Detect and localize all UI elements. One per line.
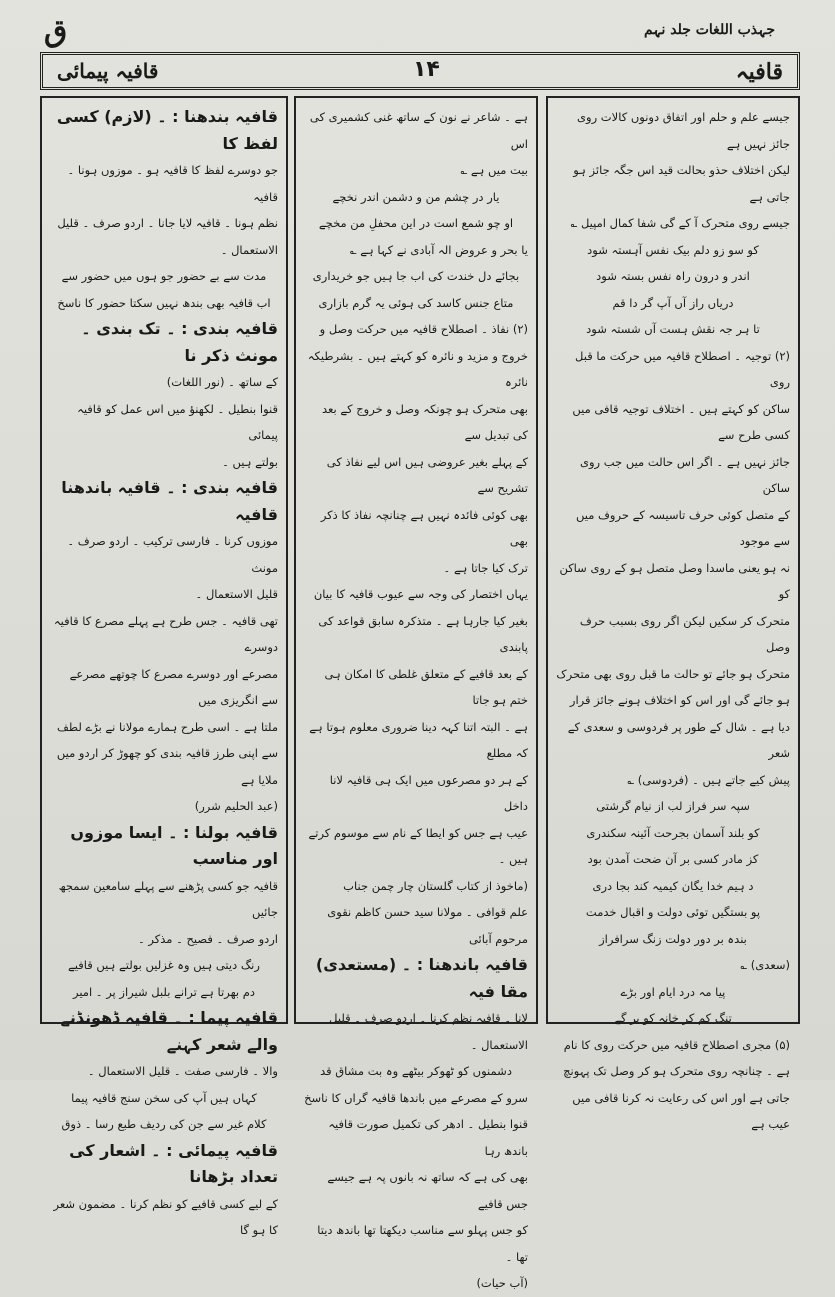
text-line: دیا ہے ۔ شال کے طور پر فردوسی و سعدی کے شعر	[567, 719, 790, 760]
verse-line: کو سو زو دلم بیک نفس آہستہ شود	[587, 242, 759, 257]
text-line: خروج و مزید و نائرہ کو کہتے ہیں ۔ بشرطیکہ نائرہ	[307, 348, 528, 389]
text-line: الاستعمال ۔	[220, 242, 278, 257]
text-line: جیسے روی متحرک آ کے گی شفا کمال امپیل ؎	[570, 216, 790, 230]
text-line: (۲) نفاذ ۔ اصطلاح قافیہ میں حرکت وصل و	[319, 322, 528, 336]
text-line: (آب حیات)	[476, 1276, 528, 1290]
column-middle	[294, 96, 538, 1290]
text-line: لانا ۔ قافیہ نظم کرنا ۔ اردو صرف ۔ قلیل الاستعمال ۔	[329, 1011, 528, 1052]
text-line: یہاں اختصار کی وجہ سے عیوب قافیہ کا بیان	[313, 587, 528, 601]
text-line: والا ۔ فارسی صفت ۔ قلیل الاستعمال ۔	[87, 1064, 278, 1078]
entry-heading: قافیہ بندی : ۔ تک بندی ۔ مونث ذکر نا	[81, 319, 278, 365]
text-line: ہے ۔ البتہ اتنا کہہ دینا ضروری معلوم ہوتا ہے کہ مطلع	[309, 719, 528, 760]
text-line: تھی قافیہ ۔ جس طرح ہے پہلے مصرع کا قافیہ دوسرے	[53, 613, 278, 654]
text-line: (سعدی) ؎	[740, 958, 790, 972]
text-line: علم قوافی ۔ مولانا سید حسن کاظم نقوی مرحوم آبائی	[327, 905, 528, 946]
entry-heading: قافیہ پیمائی : ۔ اشعار کی تعداد بڑھانا	[69, 1140, 278, 1186]
column-right	[546, 96, 800, 1131]
verse-line: دریاں راز آں آپ گر دا قم	[612, 295, 734, 310]
text-line: ہے ۔ شاعر نے نون کے ساتھ غنی کشمیری کی اس	[309, 110, 528, 151]
verse-line: پو بستگیں توئی دولت و اقبال خدمت	[585, 905, 761, 919]
verse-line: کہاں ہیں آپ کی سخن سنج قافیہ پیما	[71, 1090, 257, 1105]
text-line: عیب ہے جس کو ایطا کے نام سے موسوم کرتے ہیں ۔	[308, 825, 528, 866]
text-line: بھی کوئی فائدہ نہیں ہے چنانچہ نفاذ کا ذکر بھی	[320, 507, 528, 548]
text-line: بھی کی ہے کہ ساتھ نہ بانوں پہ ہے جیسے جس قافیے	[327, 1170, 528, 1211]
text-line: بھی متحرک ہو چونکہ وصل و خروج کے بعد کی تبدیل سے	[321, 401, 528, 442]
header-last-entry: قافیہ پیمائی	[57, 59, 159, 83]
column-left	[40, 96, 288, 1237]
text-line: جاتی ہے اور اس کی رعایت نہ کرنا قافی میں عیب ہے	[572, 1090, 790, 1131]
text-line: ساکن کو کہتے ہیں ۔ اختلاف توجیہ قافی میں کسی طرح سے	[572, 401, 790, 442]
verse-line: بندہ بر دور دولت زنگ سرافراز	[599, 931, 747, 946]
entry-heading: قافیہ بندی : ۔ قافیہ باندھنا قافیہ	[61, 478, 278, 524]
verse-line: یار در چشم من و دشمن اندر نخچے	[332, 189, 500, 204]
verse-line: دم بھرتا ہے ترانے بلبل شیراز پر ۔ امیر	[72, 984, 256, 999]
text-line: نظم ہونا ۔ قافیہ لایا جانا ۔ اردو صرف ۔ قلیل	[57, 216, 278, 230]
book-title: جہذب اللغات جلد نہم	[643, 22, 775, 38]
text-line: کے لیے کسی قافیے کو نظم کرنا ۔ مضمون شعر کا ہو گا	[53, 1196, 278, 1237]
text-line: جائز نہیں ہے ۔ اگر اس حالت میں جب روی ساکن	[580, 454, 790, 495]
verse-line: د ہیم خدا یگان کیمیہ کند بجا دری	[592, 878, 754, 893]
section-letter: ق	[44, 14, 68, 49]
verse-line: مدت سے بے حضور جو ہوں میں حضور سے	[61, 269, 267, 283]
text-line: مصرعے اور دوسرے مصرع کا چوتھے مصرعے سے انگریزی میں	[69, 666, 278, 707]
text-line: موزوں کرنا ۔ فارسی ترکیب ۔ اردو صرف ۔ مونث	[67, 534, 278, 575]
verse-line: کلام غیر سے جن کی ردیف طبع رسا ۔ ذوق	[61, 1117, 267, 1131]
text-line: ملتا ہے ۔ اسی طرح ہمارے مولانا نے بڑے لطف	[56, 719, 278, 734]
verse-line: پیا مہ درد ایام اور بڑے	[620, 984, 726, 999]
entry-heading: قافیہ بندھنا : ۔ (لازم) کسی لفظ کا	[56, 107, 278, 153]
entry-heading: قافیہ بولنا : ۔ ایسا موزوں اور مناسب	[70, 822, 278, 868]
text-line: بیت میں ہے ؎	[460, 163, 528, 177]
text-line: کے متصل کوئی حرف تاسیسہ کے حروف میں سے موجود	[575, 507, 790, 548]
text-line: نہ ہو یعنی ماسدا وصل متصل ہو کے روی ساکن کو	[559, 560, 790, 601]
verse-line: دشمنوں کو ٹھوکر بیٹھے وہ بت مشاق قد	[320, 1064, 512, 1078]
text-line: بغیر کیا جارہا ہے ۔ متذکرہ سابق قواعد کی پابندی	[318, 613, 528, 654]
text-line: (عبد الحلیم شرر)	[194, 799, 278, 813]
entry-heading: قافیہ پیما : ۔ قافیہ ڈھونڈنے والے شعر کہنے	[60, 1008, 278, 1054]
text-line: جیسے علم و حلم اور اتفاق دونوں کالات روی جائز نہیں ہے	[577, 110, 790, 151]
verse-line: متاع جنس کاسد کی ہوئی یہ گرم بازاری	[318, 295, 514, 310]
text-line: ہے ۔ چنانچہ روی متحرک ہو کر وصل تک پہونچ	[563, 1064, 790, 1078]
verse-line: او چو شمع است در این محفلِ من مخچے	[318, 216, 514, 230]
verse-line: کز مادر کسی بر آن ضحت آمدن بود	[587, 852, 759, 866]
text-line: (۲) توجیہ ۔ اصطلاح قافیہ میں حرکت ما قبل روی	[575, 348, 790, 389]
text-line: قافیہ جو کسی پڑھنے سے پہلے سامعین سمجھ جائیں	[58, 878, 278, 919]
text-line: متحرک کر سکیں لیکن اگر روی بسبب حرف وصل	[579, 613, 790, 654]
text-line: یا بحر و عروض الہ آبادی نے کہا ہے ؎	[349, 242, 528, 257]
text-line: قلیل الاستعمال ۔	[195, 587, 278, 601]
verse-line: تا ہر جہ نقش ہست آں شستہ شود	[586, 322, 760, 336]
text-line: ترک کیا جاتا ہے ۔	[443, 560, 528, 575]
verse-line: سپہ سر فراز لب از نیام گرشتی	[596, 799, 750, 813]
page-number: ۱۴	[413, 57, 440, 82]
text-line: قنوا بنطیل ۔ ادھر کی تکمیل صورت قافیہ باندھ رہا	[328, 1117, 528, 1158]
text-line: لیکن اختلاف حذو بحالت قید اس جگہ جائز ہو جاتی ہے	[573, 163, 790, 204]
text-line: کو جس پہلو سے مناسب دیکھتا تھا باندھ دیتا تھا ۔	[317, 1223, 528, 1264]
verse-line: تنگ کم کر خانہ کو بر گے	[614, 1011, 732, 1025]
text-line: کے پہلے بغیر عروضی ہیں اس لیے نفاذ کی تشریح سے	[326, 454, 528, 495]
verse-line: کو بلند آسمان بجرحت آئینہ سکندری	[586, 825, 760, 840]
text-line: کے بعد قافیے کے متعلق غلطی کا امکان ہی ختم ہو جاتا	[324, 666, 528, 707]
text-line: ہو جائے گی اور اس کو اختلاف ہونے جائز قرار	[569, 693, 790, 707]
entry-heading: قافیہ باندھنا : ۔ (مستعدی) مقا فیہ	[315, 955, 528, 1001]
text-line: کے ساتھ ۔ (نور اللغات)	[166, 375, 278, 389]
verse-line: اب قافیہ بھی بندھ نہیں سکتا حضور کا ناسخ	[57, 295, 271, 310]
text-line: (۵) مجری اصطلاح قافیہ میں حرکت روی کا نام	[563, 1037, 790, 1052]
header-first-entry: قافیہ	[735, 59, 783, 85]
text-line: (ماخوذ از کتاب گلستان چار چمن جناب	[343, 878, 528, 893]
verse-line: رنگ دیتی ہیں وہ غزلیں بولتے ہیں قافیے	[68, 958, 260, 972]
text-line: پیش کیے جاتے ہیں ۔ (فردوسی) ؎	[627, 772, 790, 787]
text-line: کے ہر دو مصرعوں میں ایک ہی قافیہ لانا داخل	[329, 772, 528, 813]
page-header	[40, 52, 800, 90]
text-line: سے اپنی طرز قافیہ بندی کو چھوڑ کر اردو میں ملایا ہے	[56, 746, 278, 787]
verse-line: اندر و درون راہ نفس بستہ شود	[596, 269, 750, 283]
text-line: اردو صرف ۔ فصیح ۔ مذکر ۔	[138, 931, 278, 946]
text-line: قنوا بنطیل ۔ لکھنؤ میں اس عمل کو قافیہ پیمائی	[77, 401, 278, 442]
verse-line: سرو کے مصرعے میں باندھا قافیہ گراں کا ناسخ	[304, 1090, 528, 1105]
text-line: متحرک ہو جائے تو حالت ما قبل روی بھی متحرک	[556, 666, 790, 681]
text-line: جو دوسرے لفظ کا قافیہ ہو ۔ موزوں ہونا ۔ قافیہ	[67, 163, 278, 204]
verse-line: بجائے دل خندت کی اب جا ہیں جو خریداری	[312, 269, 520, 283]
text-line: بولتے ہیں ۔	[222, 454, 278, 469]
